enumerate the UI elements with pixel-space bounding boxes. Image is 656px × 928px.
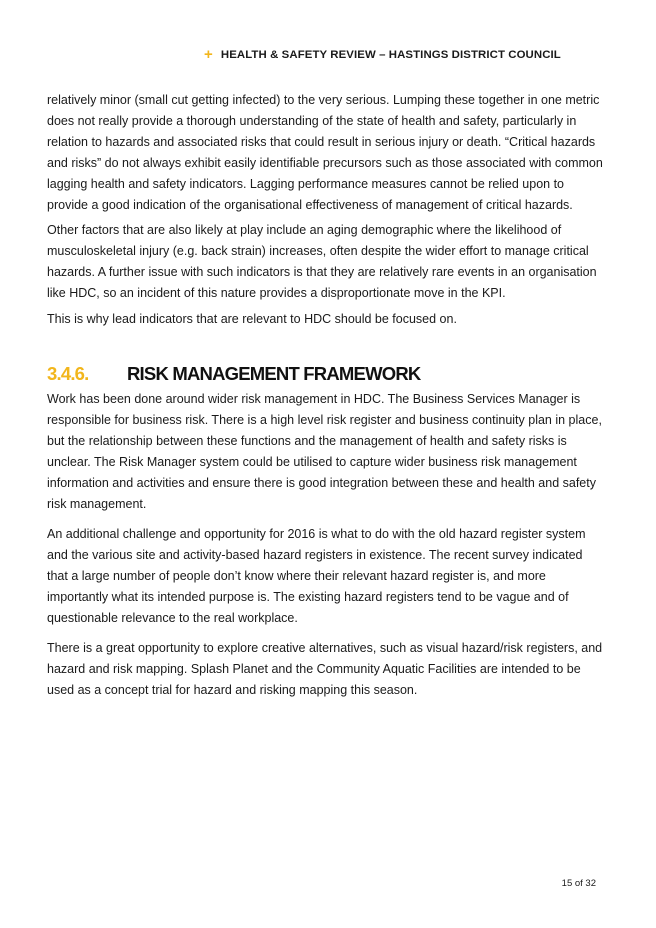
- body-paragraph: Other factors that are also likely at play include an aging demographic where the likelihood of musculoskeletal injury (e.g. back strain) increases, often despite the wider effort to manage critical hazards. A further issue with such indicators is that they are relatively rare events in an organisation like HDC, so an incident of this nature provides a disproportionate move in the KPI.: [47, 223, 597, 300]
- page-header: [204, 47, 596, 62]
- section-number: 3.4.6.: [47, 363, 89, 384]
- header-title: HEALTH & SAFETY REVIEW – HASTINGS DISTRICT COUNCIL: [220, 48, 561, 61]
- page-number: 15 of 32: [561, 878, 596, 889]
- body-paragraph: An additional challenge and opportunity for 2016 is what to do with the old hazard register system and the various site and activity-based hazard registers in existence. The recent survey indicated that a large number of people don’t know where their relevant hazard register is, and more importantly what its intended purpose is. The existing hazard registers tend to be vague and of questionable relevance to the real workplace.: [47, 527, 586, 625]
- body-paragraph: Work has been done around wider risk management in HDC. The Business Services Manager is responsible for business risk. There is a high level risk register and business continuity plan in place, but the relationship between these functions and the management of health and safety risks is unclear. The Risk Manager system could be utilised to capture wider business risk management information and activities and ensure there is good integration between these and health and safety risk management.: [47, 392, 602, 511]
- body-paragraph: There is a great opportunity to explore creative alternatives, such as visual hazard/risk registers, and hazard and risk mapping. Splash Planet and the Community Aquatic Facilities are intended to be used as a concept trial for hazard and risking mapping this season.: [47, 641, 603, 697]
- body-paragraph: relatively minor (small cut getting infected) to the very serious. Lumping these together in one metric does not really provide a thorough understanding of the state of health and safety, particularly in relation to hazards and associated risks that could result in serious injury or death. “Critical hazards and risks” do not always exhibit easily identifiable precursors such as those associated with common lagging health and safety indicators. Lagging performance measures cannot be relied upon to provide a good indication of the organisational effectiveness of management of critical hazards.: [47, 93, 603, 212]
- section-title: RISK MANAGEMENT FRAMEWORK: [127, 363, 421, 384]
- section-heading: [47, 363, 605, 387]
- plus-icon: +: [204, 46, 213, 63]
- document-body: [47, 90, 605, 701]
- body-paragraph: This is why lead indicators that are relevant to HDC should be focused on.: [47, 312, 457, 326]
